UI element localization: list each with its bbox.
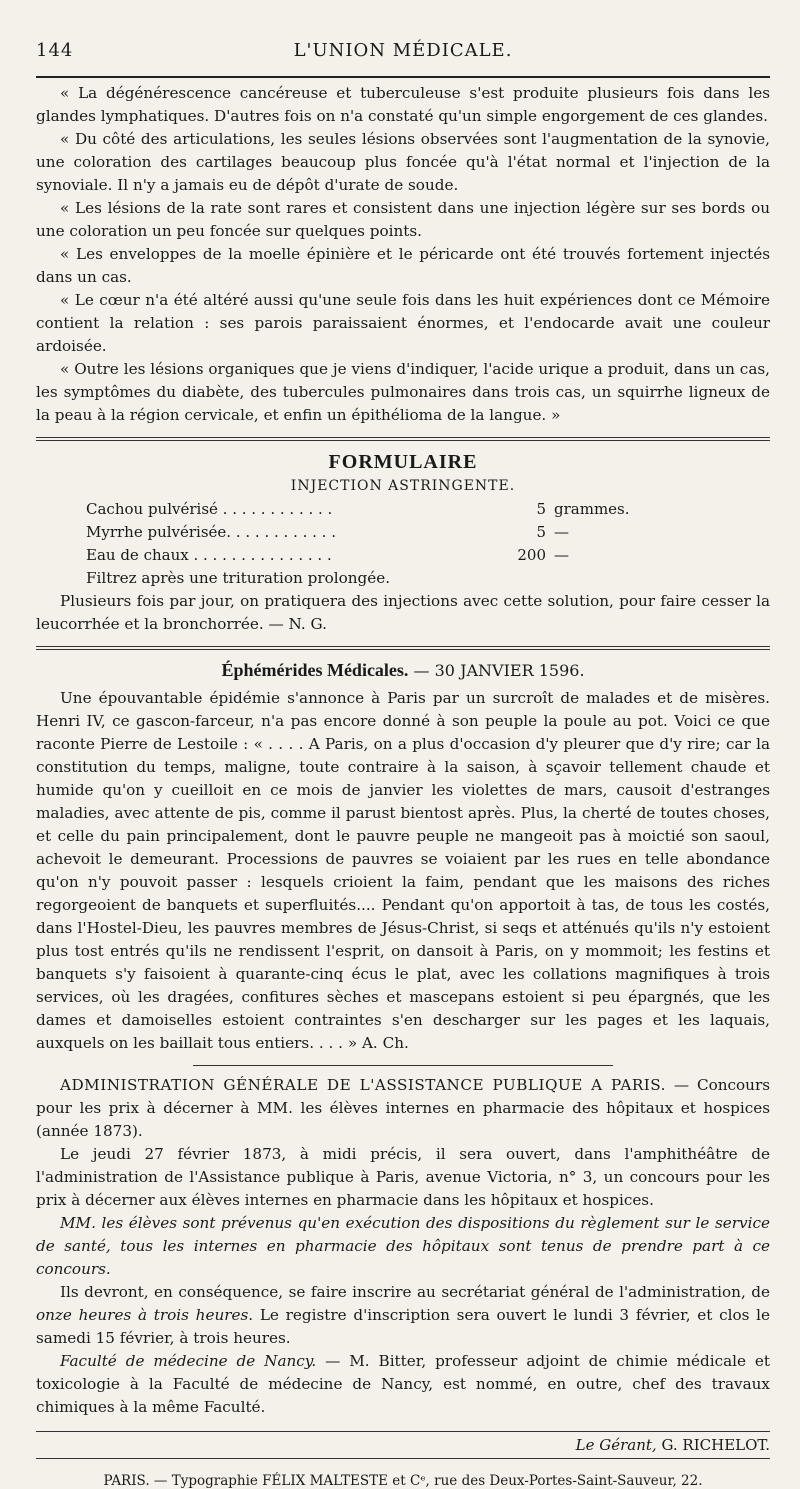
admin-title: ADMINISTRATION GÉNÉRALE DE L'ASSISTANCE PUBLIQUE A PARIS.	[60, 1076, 666, 1094]
section-divider	[36, 646, 770, 650]
faculty-notice	[36, 1350, 770, 1419]
ephemerides-date: — 30 JANVIER 1596.	[413, 661, 585, 680]
formulaire-subheading: INJECTION ASTRINGENTE.	[290, 478, 516, 494]
printer-footer: PARIS. — Typographie FÉLIX MALTESTE et Cᵉ, rue des Deux-Portes-Saint-Sauveur, 22.	[103, 1473, 703, 1489]
memoire-section	[36, 82, 770, 427]
faculty-text: — M. Bitter, professeur adjoint de chimie médicale et toxicologie à la Faculté de médecine de Nancy, est nommé, en outre, chef des travaux chimiques à la même Faculté.	[36, 1352, 771, 1416]
ingredient-row	[36, 498, 770, 521]
ingredient-qty: 5	[536, 500, 546, 518]
ephemerides-heading	[36, 660, 770, 681]
ingredient-qty: 5	[536, 523, 546, 541]
ingredient-name: Eau de chaux . . . . . . . . . . . . . . .	[86, 546, 332, 564]
formulaire-instruction: Filtrez après une trituration prolongée.	[86, 569, 391, 587]
ingredient-name: Cachou pulvérisé . . . . . . . . . . . .	[86, 500, 333, 518]
header-rule	[36, 76, 770, 78]
admin-paragraph: Le jeudi 27 février 1873, à midi précis, il sera ouvert, dans l'amphithéâtre de l'administration de l'Assistance publique à Paris, avenue Victoria, n° 3, un concours pour les prix à décerner aux élèves internes en pharmacie dans les hôpitaux et hospices.	[36, 1145, 770, 1209]
admin-paragraph	[36, 1281, 770, 1350]
ingredient-qty: 200	[517, 546, 546, 564]
ingredient-row	[36, 544, 770, 567]
admin-paragraph-italic: MM. les élèves sont prévenus qu'en exécution des dispositions du règlement sur le service de santé, tous les internes en pharmacie des hôpitaux sont tenus de prendre part à ce concours.	[36, 1214, 770, 1278]
signature-rule	[36, 1431, 770, 1432]
ingredient-row	[36, 521, 770, 544]
memoire-paragraph: « Outre les lésions organiques que je viens d'indiquer, l'acide urique a produit, dans un cas, les symptômes du diabète, des tubercules pulmonaires dans trois cas, un squirrhe ligneux de la peau à la région cervicale, et enfin un épithélioma de la langue. »	[36, 360, 770, 424]
formulaire-usage: Plusieurs fois par jour, on pratiquera des injections avec cette solution, pour faire cesser la leucorrhée et la bronchorrée. — N. G.	[36, 592, 770, 633]
hours-span: onze heures à trois heures	[36, 1306, 249, 1324]
admin-notice	[36, 1074, 770, 1143]
ingredient-unit: grammes.	[554, 500, 630, 518]
signature	[36, 1436, 770, 1454]
memoire-paragraph: « Les lésions de la rate sont rares et consistent dans une injection légère sur ses bords ou une coloration un peu foncée sur quelques points.	[36, 199, 770, 240]
signature-name: G. RICHELOT.	[661, 1436, 770, 1454]
signature-label: Le Gérant,	[575, 1436, 657, 1454]
memoire-paragraph: « La dégénérescence cancéreuse et tuberculeuse s'est produite plusieurs fois dans les glandes lymphatiques. D'autres fois on n'a constaté qu'un simple engorgement de ces glandes.	[36, 84, 770, 125]
memoire-paragraph: « Du côté des articulations, les seules lésions observées sont l'augmentation de la synovie, une coloration des cartilages beaucoup plus foncée qu'à l'état normal et l'injection de la synoviale. Il n'y a jamais eu de dépôt d'urate de soude.	[36, 130, 770, 194]
formulaire-section	[36, 451, 770, 636]
ephemerides-text: Une épouvantable épidémie s'annonce à Paris par un surcroît de malades et de misères. Henri IV, ce gascon-farceur, n'a pas encore donné à son peuple la poule au pot. Voici ce que raconte Pierre de Lestoile : « . . . . A Paris, on a plus d'occasion d'y pleurer que d'y rire; car la constitution du temps, maligne, toute contraire à la saison, à sçavoir tellement chaude et humide qu'on y cueilloit en ce mois de janvier les violettes de mars, causoit d'estranges maladies, avec attente de pis, comme il parust bientost après. Plus, la cherté de toutes choses, et celle du pain principalement, dont le pauvre peuple ne mangeoit pas à moictié son saoul, achevoit le demeurant. Processions de pauvres se voiaient par les rues en telle abondance qu'on n'y pouvoit passer : lesquels crioient la faim, pendant que les maisons des riches regorgeoient de banquets et superfluités.... Pendant qu'on apportoit à tas, de tous les costés, dans l'Hostel-Dieu, les pauvres membres de Jésus-Christ, si seqs et atténués qu'ils n'y estoient plus tost entrés qu'ils ne rendissent l'esprit, on dansoit à Paris, on y mommoit; les festins et banquets s'y faisoient à quarante-cinq écus le plat, avec les collations magnifiques à trois services, où les dragées, confitures sèches et mascepans estoient si peu épargnés, que les dames et damoiselles estoient contraintes s'en descharger sur les pages et les laquais, auxquels on les baillait tous entiers. . . . » A. Ch.	[36, 689, 770, 1052]
page-number: 144	[36, 40, 74, 61]
short-divider	[193, 1065, 613, 1066]
ingredient-unit: —	[554, 523, 569, 541]
memoire-paragraph: « Les enveloppes de la moelle épinière et le péricarde ont été trouvés fortement injectés dans un cas.	[36, 245, 770, 286]
text-span: . Le registre d'inscription sera ouvert le lundi 3 février, et clos le samedi 15 février, à trois heures.	[36, 1306, 771, 1347]
page-header	[36, 40, 770, 72]
text-span: Ils devront, en conséquence, se faire inscrire au secrétariat général de l'administration, de	[60, 1283, 770, 1301]
ephemerides-title: Éphémérides Médicales.	[221, 660, 409, 680]
memoire-paragraph: « Le cœur n'a été altéré aussi qu'une seule fois dans les huit expériences dont ce Mémoire contient la relation : ses parois paraissaient énormes, et l'endocarde avait une couleur ardoisée.	[36, 291, 770, 355]
formulaire-heading: FORMULAIRE	[328, 451, 478, 473]
faculty-title: Faculté de médecine de Nancy.	[60, 1352, 317, 1370]
admin-text: — Concours pour les prix à décerner à MM. les élèves internes en pharmacie des hôpitaux et hospices (année 1873).	[36, 1076, 771, 1140]
ingredient-unit: —	[554, 546, 569, 564]
ephemerides-section	[36, 660, 770, 1055]
footer-rule	[36, 1458, 770, 1459]
journal-title: L'UNION MÉDICALE.	[293, 40, 513, 61]
news-section	[36, 1074, 770, 1419]
section-divider	[36, 437, 770, 441]
ingredient-name: Myrrhe pulvérisée. . . . . . . . . . . .	[86, 523, 336, 541]
